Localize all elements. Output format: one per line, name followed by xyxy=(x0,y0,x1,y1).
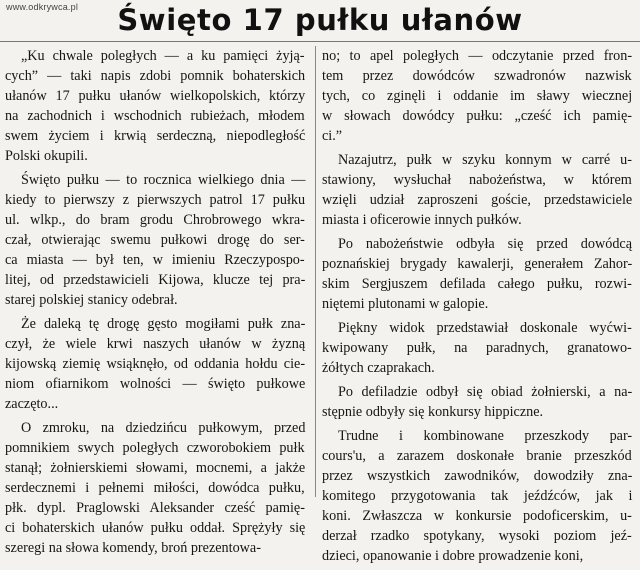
left-column xyxy=(5,46,305,562)
text-line: ul. wlkp., do bram grodu Chrobrowego wkra- xyxy=(5,212,305,228)
text-line: niom ofiarnikom wolności — święto pułkowe xyxy=(5,376,306,392)
article-paragraph xyxy=(322,382,632,422)
text-line: Nazajutrz, pułk w szyku konnym w carré u- xyxy=(338,152,632,168)
text-line: derzał rzadko spotykany, wysoki poziom jeź- xyxy=(322,528,632,544)
article-paragraph xyxy=(322,46,632,146)
text-line: „Ku chwale poległych — a ku pamięci żyją- xyxy=(21,48,305,64)
text-line: no; to apel poległych — odczytanie przed fron- xyxy=(322,48,633,64)
text-line: kwipowany pułk, na paradnych, granatowo- xyxy=(322,340,632,356)
text-line: niętemi plutonami w galopie. xyxy=(322,296,489,312)
text-line: ułanów 17 pułku ułanów wielkopolskich, którzy xyxy=(5,88,306,104)
article-paragraph xyxy=(5,314,305,414)
text-line: płk. dypl. Praglowski Aleksander cześć pamię- xyxy=(5,500,305,516)
text-line: Trudne i kombinowane przeszkody par- xyxy=(338,428,633,444)
text-line: cych” — taki napis zdobi pomnik bohaterskich xyxy=(5,68,306,84)
article-paragraph xyxy=(322,234,632,314)
text-line: czał, otwierając swemu pułkowi drogę do ser- xyxy=(5,232,305,248)
article-paragraph xyxy=(5,418,305,558)
column-divider xyxy=(315,46,316,497)
text-line: przez wszystkich zawodników, dowodziły zna- xyxy=(322,468,633,484)
text-line: na zachodnich i wschodnich rubieżach, młodem xyxy=(5,108,305,124)
text-line: Po nabożeństwie odbyła się przed dowódcą xyxy=(338,236,633,252)
text-line: starej polskiej stanicy odebrał. xyxy=(5,292,178,308)
text-line: poznańskiej brygady kawalerji, generałem Zahor- xyxy=(322,256,633,272)
text-line: O zmroku, na dziedzińcu pułkowym, przed xyxy=(21,420,306,436)
text-line: Po defiladzie odbył się obiad żołnierski, a na- xyxy=(338,384,633,400)
text-line: koni. Zwłaszcza w konkursie podoficerskim, u- xyxy=(322,508,632,524)
text-line: żółtych czaprakach. xyxy=(322,360,435,376)
text-line: litej, od przedstawicieli Kijowa, klucze tej pra- xyxy=(5,272,306,288)
text-line: czył, że wiele krwi naszych ułanów w żyzną xyxy=(5,336,306,352)
source-watermark: www.odkrywca.pl xyxy=(6,2,79,12)
article-paragraph xyxy=(5,46,305,166)
text-line: kiedy to pierwszy z pierwszych patrol 17 pułku xyxy=(5,192,306,208)
right-column xyxy=(322,46,632,570)
text-line: skim Sergjuszem defilada całego pułku, rozwi- xyxy=(322,276,632,292)
text-line: ci.” xyxy=(322,128,343,144)
text-line: zaczęto... xyxy=(5,396,59,412)
text-line: pomnikiem swych poległych czworobokiem pułk xyxy=(5,440,305,456)
text-line: tych, co zginęli i oddanie im sławy wiecznej xyxy=(322,88,633,104)
text-line: stawiony, wysłuchał nabożeństwa, w którem xyxy=(322,172,632,188)
headline-rule xyxy=(0,41,640,42)
text-line: ci bohaterskich ułanów pułku oddał. Sprężyły się xyxy=(5,520,306,536)
text-line: swem życiem i krwią serdeczną, niepodległość xyxy=(5,128,306,144)
text-line: kijowską ziemię wsiąknęło, od oddania hołdu cie- xyxy=(5,356,306,372)
text-line: stępnie odbyły się konkursy hippiczne. xyxy=(322,404,544,420)
text-line: Polski okupili. xyxy=(5,148,88,164)
text-line: miasta i oficerowie innych pułków. xyxy=(322,212,522,228)
article-paragraph xyxy=(322,318,632,378)
article-paragraph xyxy=(322,150,632,230)
text-line: cours'u, a zarazem doskonałe branie przeszkód xyxy=(322,448,632,464)
text-line: Piękny widok przedstawiał doskonale wyćwi- xyxy=(338,320,632,336)
text-line: wzięli udział zaproszeni goście, przedstawiciele xyxy=(322,192,633,208)
text-line: stanął; żołnierskiemi słowami, mocnemi, a jakże xyxy=(5,460,306,476)
text-line: komitego przygotowania tak jeźdźców, jak i xyxy=(322,488,633,504)
text-line: serdecznemi i pełnemi miłości, dowódca pułku, xyxy=(5,480,305,496)
text-line: Święto pułku — to rocznica wielkiego dnia — xyxy=(21,172,306,188)
article-paragraph xyxy=(322,426,632,566)
text-line: tem przez dowódców szwadronów nazwisk xyxy=(322,68,632,84)
article-paragraph xyxy=(5,170,305,310)
text-line: Że daleką tę drogę gęsto mogiłami pułk zna- xyxy=(21,316,306,332)
text-line: ca miasta — był ten, w imieniu Rzeczypospo- xyxy=(5,252,305,268)
text-line: dzieci, opanowanie i dobre prowadzenie koni, xyxy=(322,548,584,564)
text-line: w słowach dowódcy pułku: „cześć ich pamię- xyxy=(322,108,633,124)
article-headline: Święto 17 pułku ułanów xyxy=(117,3,523,37)
text-line: szeregi na słowa komendy, broń prezentowa- xyxy=(5,540,261,556)
